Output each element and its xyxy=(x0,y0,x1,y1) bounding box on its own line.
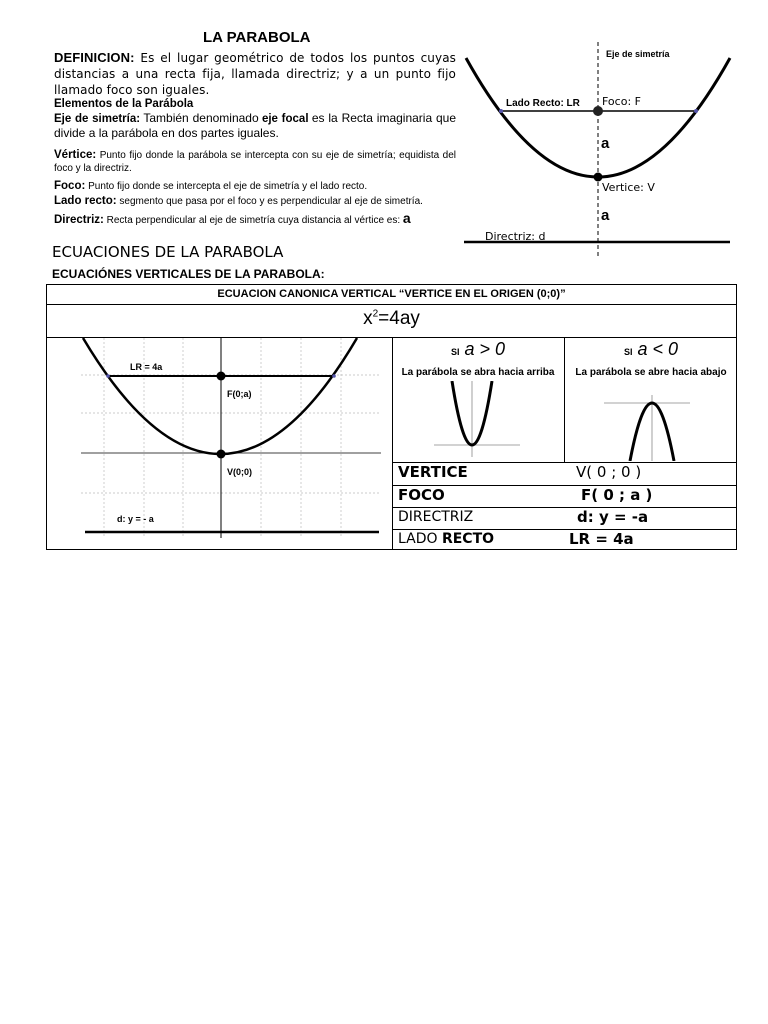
vertice-value: V( 0 ; 0 ) xyxy=(576,463,642,481)
table-header: ECUACION CANONICA VERTICAL “VERTICE EN EL ORIGEN (0;0)” xyxy=(217,288,566,300)
subsection-heading: ECUACIÓNES VERTICALES DE LA PARABOLA: xyxy=(52,267,325,281)
parabola-diagram xyxy=(460,40,740,260)
directriz-label: DIRECTRIZ xyxy=(398,509,474,525)
foco-value: F( 0 ; a ) xyxy=(581,486,653,504)
definition-paragraph xyxy=(54,50,456,98)
latus-right-endpoint xyxy=(694,109,698,113)
element-eje: Eje de simetría: También denominado eje focal es la Recta imaginaria que divide a la parábola en dos partes iguales. xyxy=(54,111,457,140)
equation-table xyxy=(46,284,737,550)
svg-text:d: y = - a: d: y = - a xyxy=(117,514,154,524)
canonical-vertex-point xyxy=(217,450,226,459)
cond-negative-title: SI a < 0 xyxy=(623,339,679,359)
lado-recto-value: LR = 4a xyxy=(569,530,634,548)
definition-text: Es el lugar geométrico de todos los puntos cuyas distancias a una recta fija, llamada directriz; y a un punto fijo llamado foco son iguales. xyxy=(54,51,456,97)
element-foco: Foco: Punto fijo donde se intercepta el eje de simetría y el lado recto. xyxy=(54,180,368,192)
focus-label: Foco: F xyxy=(602,95,641,108)
directrix-label: Directriz: d xyxy=(485,230,546,243)
parabola-curve xyxy=(466,58,730,177)
foco-label: FOCO xyxy=(398,486,445,504)
svg-text:LR = 4a: LR = 4a xyxy=(130,362,163,372)
svg-text:F(0;a): F(0;a) xyxy=(227,389,252,399)
element-lado-recto: Lado recto: segmento que pasa por el foco y es perpendicular al eje de simetría. xyxy=(54,195,423,207)
canonical-parabola xyxy=(83,338,357,454)
section-heading: ECUACIONES DE LA PARABOLA xyxy=(52,243,284,261)
downward-parabola-graph xyxy=(602,395,692,461)
vertice-label: VERTICE xyxy=(398,463,468,481)
canonical-formula: $x^2=4ay$ xyxy=(363,308,420,329)
latus-label: Lado Recto: LR xyxy=(506,98,580,109)
upward-parabola-graph xyxy=(432,381,522,459)
directriz-value: d: y = -a xyxy=(577,508,649,526)
elements-heading: Elementos de la Parábola xyxy=(54,98,194,110)
lado-recto-label: LADO RECTO xyxy=(398,531,495,547)
canonical-graph xyxy=(81,338,381,538)
cond-negative-desc: La parábola se abre hacia abajo xyxy=(575,367,727,378)
distance-a-lower: a xyxy=(601,207,610,224)
canonical-focus-point xyxy=(217,372,226,381)
cond-positive-title: SI a > 0 xyxy=(450,339,506,359)
distance-a-upper: a xyxy=(601,135,610,152)
cond-positive-desc: La parábola se abra hacia arriba xyxy=(401,367,555,378)
definition-label: DEFINICION: xyxy=(54,50,135,65)
element-directriz: Directriz: Recta perpendicular al eje de simetría cuya distancia al vértice es: a xyxy=(54,210,411,226)
element-vertice: Vértice: Punto fijo donde la parábola se intercepta con su eje de simetría; equidista del foco y la directriz. xyxy=(54,149,457,174)
axis-label: Eje de simetría xyxy=(606,49,670,59)
page-title: LA PARABOLA xyxy=(203,29,311,46)
vertex-label: Vertice: V xyxy=(602,181,655,194)
latus-left-endpoint xyxy=(499,109,503,113)
svg-text:V(0;0): V(0;0) xyxy=(227,467,253,477)
